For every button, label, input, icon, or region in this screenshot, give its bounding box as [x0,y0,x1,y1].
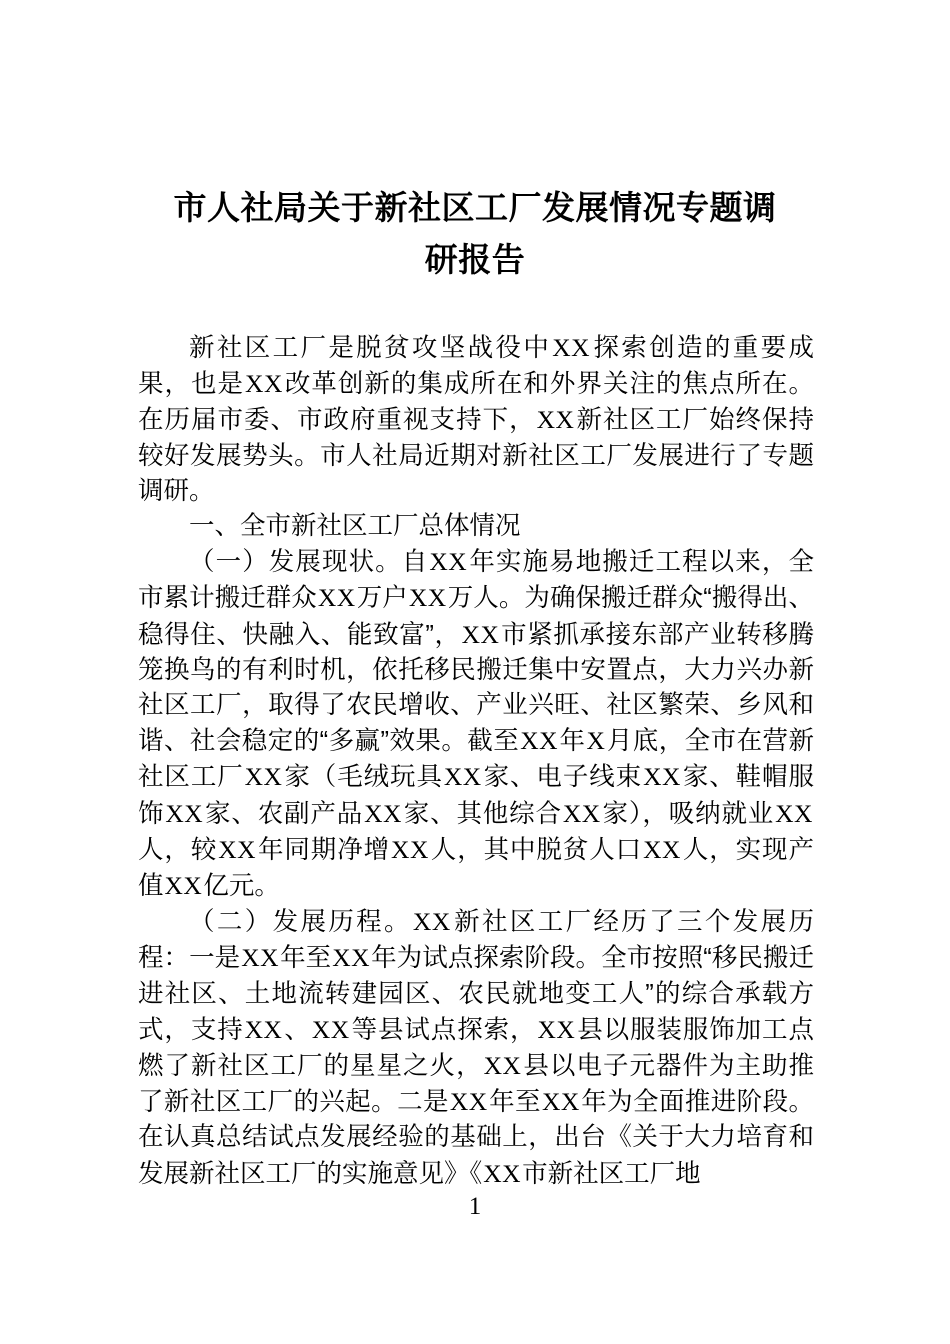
redacted-placeholder: XX [245,369,283,399]
redacted-placeholder: XX [218,834,257,864]
redacted-placeholder: XX [443,762,482,792]
redacted-placeholder: XX [536,405,575,435]
heading-section-one: 一、全市新社区工厂总体情况 [189,512,521,541]
redacted-placeholder: XX [449,1087,488,1117]
redacted-placeholder: XX [332,943,371,973]
redacted-placeholder: XX [429,547,468,577]
redacted-placeholder: XX [483,1158,522,1188]
redacted-placeholder: XX [244,762,283,792]
page-title-line-2: 研报告 [424,241,526,279]
redacted-placeholder: XX [537,1014,576,1044]
redacted-placeholder: XX [244,1014,283,1044]
document-body [138,330,814,1192]
page-number: 1 [468,1193,482,1220]
redacted-placeholder: XX [461,619,500,649]
redacted-placeholder: XX [643,762,681,792]
paragraph-subsection-one: （一）发展现状。自XX年实施易地搬迁工程以来，全市累计搬迁群众XX万户XX万人。为确保搬迁群众“搬得出、稳得住、快融入、能致富”，XX市紧抓承接东部产业转移腾笼换鸟的有利时机，依托移民搬迁集中安置点，大力兴办新社区工厂，取得了农民增收、产业兴旺、社区繁荣、乡风和谐、社会稳定的“多赢”效果。截至XX年X月底，全市在营新社区工厂XX家（毛绒玩具XX家、电子线束XX家、鞋帽服饰XX家、农副产品XX家、其他综合XX家），吸纳就业XX人，较XX年同期净增XX人，其中脱贫人口XX人，实现产值XX亿元。 [138,547,814,901]
paragraph-subsection-two: （二）发展历程。XX新社区工厂经历了三个发展历程：一是XX年至XX年为试点探索阶段。全市按照“移民搬迁进社区、土地流转建园区、农民就地变工人”的综合承载方式，支持XX、XX等县试点探索，XX县以服装服饰加工点燃了新社区工厂的星星之火，XX县以电子元器件为主助推了新社区工厂的兴起。二是XX年至XX年为全面推进阶段。在认真总结试点发展经验的基础上，出台《关于大力培育和发展新社区工厂的实施意见》《XX市新社区工厂地 [138,907,814,1188]
redacted-placeholder: XX [164,871,203,901]
redacted-placeholder: XX [391,834,429,864]
redacted-placeholder: XX [552,333,591,362]
redacted-placeholder: XX [412,907,451,937]
redacted-placeholder: XX [541,1087,580,1117]
page-title-line-1: 市人社局关于新社区工厂发展情况专题调 [173,189,777,227]
page-title [138,182,812,286]
redacted-placeholder: XX [165,798,204,828]
redacted-placeholder: XX [311,1014,350,1044]
redacted-placeholder: XX [775,798,813,828]
redacted-placeholder: XX [562,798,601,828]
redacted-placeholder: XX [643,834,681,864]
redacted-placeholder: XX [241,943,280,973]
paragraph-intro: 新社区工厂是脱贫攻坚战役中XX探索创造的重要成果，也是XX改革创新的集成所在和外界关注的焦点所在。在历届市委、市政府重视支持下，XX新社区工厂始终保持较好发展势头。市人社局近期对新社区工厂发展进行了专题调研。 [138,333,814,505]
redacted-placeholder: XX [483,1051,522,1081]
redacted-placeholder: XX [408,583,447,613]
redacted-placeholder: X [586,726,606,756]
redacted-placeholder: XX [364,798,402,828]
redacted-placeholder: XX [520,726,559,756]
redacted-placeholder: XX [317,583,356,613]
